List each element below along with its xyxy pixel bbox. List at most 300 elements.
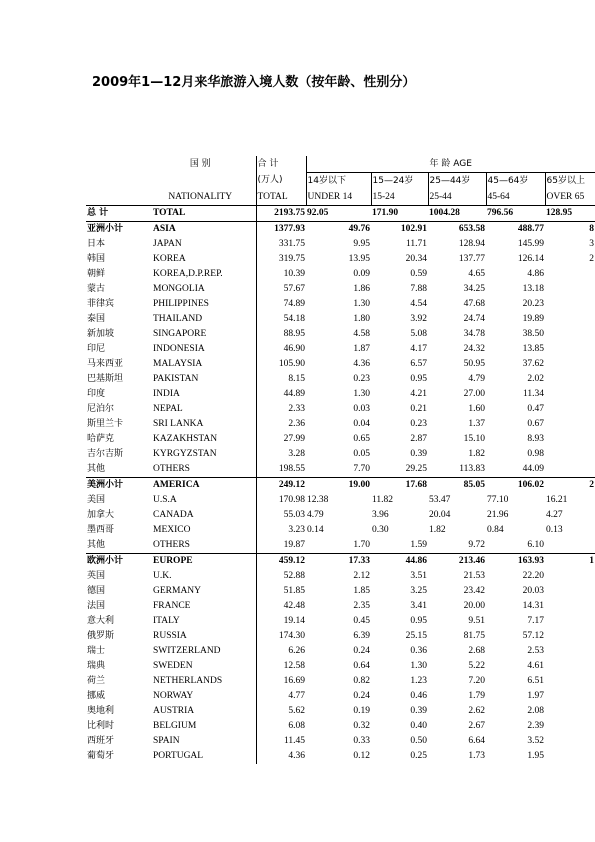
age-value-cell: 113.83 (459, 464, 485, 474)
age-value-cell: 19.00 (306, 478, 371, 494)
country-name-cn: 斯里兰卡 (87, 419, 124, 429)
total-cell: 459.12 (256, 554, 306, 570)
age-value-cell: 106.02 (486, 478, 545, 494)
age-value-cell: 0.24 (353, 691, 370, 701)
age-value-cell: 5.22 (468, 661, 485, 671)
country-name-en: THAILAND (153, 314, 203, 324)
age-value-cell (545, 372, 595, 387)
age-value-cell: 2.08 (527, 706, 544, 716)
age-value-cell: 4.79 (307, 510, 324, 520)
age-value-cell: 137.77 (458, 254, 485, 264)
age-group-en: OVER 65 (545, 189, 595, 206)
total-cell: 1377.93 (256, 222, 306, 238)
total-cell: 19.87 (256, 538, 306, 554)
table-row (86, 237, 595, 252)
age-value-cell: 17.68 (371, 478, 428, 494)
age-value-cell: 92.05 (306, 206, 371, 222)
table-row (86, 704, 595, 719)
age-value-cell: 4.79 (468, 374, 485, 384)
country-name-en: PORTUGAL (153, 751, 204, 761)
age-value-cell: 14.31 (522, 601, 544, 611)
age-value-cell (545, 644, 595, 659)
table-row (86, 252, 595, 267)
age-value-cell: 0.39 (410, 706, 427, 716)
age-value-cell: 1 (545, 554, 595, 570)
total-cell: 170.98 (256, 493, 306, 508)
table-row (86, 387, 595, 402)
age-value-cell: 7.17 (527, 616, 544, 626)
age-value-cell: 16.21 (546, 495, 568, 505)
age-value-cell: 1004.28 (428, 206, 486, 222)
age-group-en: 25-44 (428, 189, 486, 206)
age-value-cell: 3.41 (410, 601, 427, 611)
country-name-cn: 吉尔吉斯 (87, 449, 124, 459)
age-value-cell: 44.09 (522, 464, 544, 474)
total-cell: 11.45 (256, 734, 306, 749)
country-name-en: KYRGYZSTAN (153, 449, 217, 459)
table-row (86, 569, 595, 584)
country-name-cn: 美国 (87, 495, 106, 505)
country-name-cn: 葡萄牙 (87, 751, 115, 761)
country-name-en: ITALY (153, 616, 180, 626)
subtotal-row (86, 206, 595, 222)
total-cell: 4.77 (256, 689, 306, 704)
age-value-cell (545, 749, 595, 764)
age-value-cell: 0.64 (353, 661, 370, 671)
country-name-en: BELGIUM (153, 721, 197, 731)
country-name-cn: 比利时 (87, 721, 115, 731)
total-cell: 55.03 (256, 508, 306, 523)
age-value-cell (545, 402, 595, 417)
age-value-cell: 3.92 (410, 314, 427, 324)
age-value-cell: 0.21 (410, 404, 427, 414)
age-value-cell: 77.10 (487, 495, 509, 505)
age-value-cell: 1.30 (353, 299, 370, 309)
age-value-cell: 4.54 (410, 299, 427, 309)
age-value-cell (545, 599, 595, 614)
age-value-cell: 4.36 (353, 359, 370, 369)
country-name-cn: 亚洲小计 (86, 222, 152, 238)
age-value-cell: 12.38 (307, 495, 329, 505)
age-value-cell: 27.00 (463, 389, 485, 399)
age-value-cell: 0.47 (527, 404, 544, 414)
country-name-en: INDONESIA (153, 344, 205, 354)
country-name-en: AUSTRIA (153, 706, 195, 716)
country-name-cn: 挪威 (87, 691, 106, 701)
age-value-cell: 0.30 (372, 525, 389, 535)
age-value-cell (545, 342, 595, 357)
age-value-cell (545, 689, 595, 704)
age-value-cell: 0.09 (353, 269, 370, 279)
country-name-en: RUSSIA (153, 631, 187, 641)
country-name-en: INDIA (153, 389, 180, 399)
table-row (86, 644, 595, 659)
country-name-cn: 加拿大 (87, 510, 115, 520)
table-row (86, 327, 595, 342)
table-row (86, 282, 595, 297)
total-cell: 319.75 (256, 252, 306, 267)
total-cell: 88.95 (256, 327, 306, 342)
age-value-cell: 34.78 (463, 329, 485, 339)
total-cell: 331.75 (256, 237, 306, 252)
country-name-cn: 墨西哥 (87, 525, 115, 535)
age-value-cell: 34.25 (463, 284, 485, 294)
total-cell: 2.33 (256, 402, 306, 417)
age-value-cell: 145.99 (517, 239, 544, 249)
subtotal-row (86, 554, 595, 570)
age-value-cell (545, 282, 595, 297)
age-value-cell: 0.13 (546, 525, 563, 535)
statistics-table (86, 156, 595, 764)
country-name-cn: 瑞士 (87, 646, 106, 656)
age-value-cell: 38.50 (522, 329, 544, 339)
age-value-cell (545, 659, 595, 674)
age-value-cell: 0.40 (410, 721, 427, 731)
age-value-cell: 47.68 (463, 299, 485, 309)
total-cell: 27.99 (256, 432, 306, 447)
age-value-cell: 1.70 (353, 540, 370, 550)
age-group-cn: 14岁以下 (306, 173, 371, 190)
age-value-cell: 4.21 (410, 389, 427, 399)
country-name-cn: 其他 (87, 540, 106, 550)
age-value-cell: 20.34 (405, 254, 427, 264)
age-value-cell: 0.59 (410, 269, 427, 279)
age-value-cell: 57.12 (522, 631, 544, 641)
age-value-cell: 9.72 (468, 540, 485, 550)
country-name-en: KAZAKHSTAN (153, 434, 218, 444)
age-value-cell: 6.57 (410, 359, 427, 369)
age-value-cell (545, 267, 595, 282)
nationality-header: NATIONALITY (168, 191, 233, 202)
age-header: 年 龄 AGE (306, 156, 595, 173)
age-value-cell: 2 (545, 478, 595, 494)
country-name-en: SWEDEN (153, 661, 193, 671)
age-value-cell: 0.46 (410, 691, 427, 701)
age-value-cell: 44.86 (371, 554, 428, 570)
age-value-cell: 213.46 (428, 554, 486, 570)
age-value-cell (545, 538, 595, 554)
age-value-cell: 163.93 (486, 554, 545, 570)
age-value-cell: 4.27 (546, 510, 563, 520)
age-value-cell: 3.51 (410, 571, 427, 581)
total-cell: 52.88 (256, 569, 306, 584)
age-value-cell: 2.87 (410, 434, 427, 444)
age-value-cell: 2.62 (468, 706, 485, 716)
country-name-cn: 英国 (87, 571, 106, 581)
total-unit: (万人) (256, 173, 306, 190)
total-cell: 54.18 (256, 312, 306, 327)
total-cell: 12.58 (256, 659, 306, 674)
age-value-cell (545, 357, 595, 372)
total-cell: 6.26 (256, 644, 306, 659)
age-value-cell: 4.86 (527, 269, 544, 279)
country-name-en: U.S.A (153, 495, 177, 505)
country-name-en: NORWAY (153, 691, 194, 701)
country-name-cn: 奥地利 (87, 706, 115, 716)
total-cell: 3.28 (256, 447, 306, 462)
country-name-cn: 意大利 (87, 616, 115, 626)
table-row (86, 508, 595, 523)
age-value-cell: 128.94 (458, 239, 485, 249)
total-cell: 4.36 (256, 749, 306, 764)
country-name-cn: 韩国 (87, 254, 106, 264)
age-group-cn: 45—64岁 (486, 173, 545, 190)
total-cell: 249.12 (256, 478, 306, 494)
age-value-cell (545, 462, 595, 478)
age-value-cell: 0.25 (410, 751, 427, 761)
total-cell: 46.90 (256, 342, 306, 357)
country-name-cn: 马来西亚 (87, 359, 124, 369)
total-cell: 57.67 (256, 282, 306, 297)
age-value-cell: 102.91 (371, 222, 428, 238)
table-row (86, 719, 595, 734)
age-value-cell: 3 (589, 239, 594, 249)
table-row (86, 734, 595, 749)
age-value-cell: 2.53 (527, 646, 544, 656)
age-group-en: 45-64 (486, 189, 545, 206)
age-value-cell: 653.58 (428, 222, 486, 238)
age-value-cell (545, 387, 595, 402)
country-name-cn: 法国 (87, 601, 106, 611)
age-value-cell: 3.96 (372, 510, 389, 520)
age-value-cell: 2.67 (468, 721, 485, 731)
total-cell: 5.62 (256, 704, 306, 719)
age-value-cell: 0.84 (487, 525, 504, 535)
country-name-cn: 朝鲜 (87, 269, 106, 279)
country-name-en: MONGOLIA (153, 284, 205, 294)
age-value-cell: 21.96 (487, 510, 509, 520)
age-group-cn: 15—24岁 (371, 173, 428, 190)
header-row-3 (86, 189, 595, 206)
table-row (86, 342, 595, 357)
age-value-cell: 0.14 (307, 525, 324, 535)
age-value-cell: 0.05 (353, 449, 370, 459)
age-value-cell: 0.82 (353, 676, 370, 686)
table-row (86, 599, 595, 614)
total-cell: 8.15 (256, 372, 306, 387)
total-cell: 51.85 (256, 584, 306, 599)
table-row (86, 447, 595, 462)
age-value-cell: 11.71 (405, 239, 427, 249)
country-name-cn: 哈萨克 (87, 434, 115, 444)
age-group-cn: 25—44岁 (428, 173, 486, 190)
age-value-cell: 0.19 (353, 706, 370, 716)
age-value-cell: 17.33 (306, 554, 371, 570)
age-value-cell: 1.73 (468, 751, 485, 761)
country-name-en: JAPAN (153, 239, 182, 249)
country-name-cn: 荷兰 (87, 676, 106, 686)
country-name-cn: 欧洲小计 (86, 554, 152, 570)
age-value-cell: 2.02 (527, 374, 544, 384)
country-name-cn: 巴基斯坦 (87, 374, 124, 384)
age-value-cell: 5.08 (410, 329, 427, 339)
subtotal-row (86, 478, 595, 494)
age-value-cell: 6.10 (527, 540, 544, 550)
table-row (86, 312, 595, 327)
country-name-en: CANADA (153, 510, 194, 520)
country-name-en: ASIA (152, 222, 256, 238)
page-title: 2009年1—12月来华旅游入境人数（按年龄、性别分） (92, 75, 416, 90)
age-value-cell: 2.35 (353, 601, 370, 611)
country-name-cn: 日本 (87, 239, 106, 249)
age-value-cell: 0.23 (353, 374, 370, 384)
total-cell: 3.23 (256, 523, 306, 538)
country-name-en: AMERICA (152, 478, 256, 494)
country-name-cn: 印度 (87, 389, 106, 399)
age-value-cell (545, 297, 595, 312)
country-name-en: SINGAPORE (153, 329, 207, 339)
age-value-cell: 3.52 (527, 736, 544, 746)
table-row (86, 523, 595, 538)
table-row (86, 538, 595, 554)
age-value-cell: 11.34 (522, 389, 544, 399)
total-cell: 174.30 (256, 629, 306, 644)
age-value-cell: 13.18 (522, 284, 544, 294)
age-value-cell: 0.36 (410, 646, 427, 656)
age-value-cell: 20.03 (522, 586, 544, 596)
age-group-en: UNDER 14 (306, 189, 371, 206)
age-value-cell: 2.68 (468, 646, 485, 656)
age-value-cell: 0.23 (410, 419, 427, 429)
country-name-en: SRI LANKA (153, 419, 204, 429)
country-name-en: SWITZERLAND (153, 646, 221, 656)
country-name-en: GERMANY (153, 586, 202, 596)
total-cell: 105.90 (256, 357, 306, 372)
age-value-cell (545, 584, 595, 599)
age-value-cell: 24.74 (463, 314, 485, 324)
header-row-1 (86, 156, 595, 173)
total-cell: 74.89 (256, 297, 306, 312)
age-value-cell: 15.10 (463, 434, 485, 444)
total-header-en: TOTAL (256, 189, 306, 206)
age-value-cell: 9.51 (468, 616, 485, 626)
age-value-cell: 1.30 (353, 389, 370, 399)
table-row (86, 297, 595, 312)
age-value-cell: 1.97 (527, 691, 544, 701)
age-value-cell: 128.95 (545, 206, 595, 222)
table-row (86, 267, 595, 282)
age-value-cell: 6.51 (527, 676, 544, 686)
country-name-cn: 德国 (87, 586, 106, 596)
age-value-cell: 0.03 (353, 404, 370, 414)
age-value-cell: 11.82 (372, 495, 394, 505)
country-name-cn: 总 计 (86, 206, 152, 222)
age-value-cell: 8 (545, 222, 595, 238)
age-value-cell: 1.30 (410, 661, 427, 671)
age-value-cell: 1.37 (468, 419, 485, 429)
country-name-en: KOREA (153, 254, 186, 264)
age-value-cell: 13.85 (522, 344, 544, 354)
age-value-cell: 7.20 (468, 676, 485, 686)
age-value-cell: 0.95 (410, 616, 427, 626)
country-name-cn: 新加坡 (87, 329, 115, 339)
age-value-cell: 20.23 (522, 299, 544, 309)
country-name-cn: 蒙古 (87, 284, 106, 294)
country-name-en: MALAYSIA (153, 359, 203, 369)
age-value-cell: 1.95 (527, 751, 544, 761)
country-name-cn: 西班牙 (87, 736, 115, 746)
age-value-cell: 85.05 (428, 478, 486, 494)
age-value-cell: 126.14 (517, 254, 544, 264)
age-value-cell: 0.98 (527, 449, 544, 459)
total-header-cn: 合 计 (256, 156, 306, 173)
table-row (86, 689, 595, 704)
age-value-cell (545, 569, 595, 584)
age-value-cell: 2.12 (353, 571, 370, 581)
age-value-cell: 22.20 (522, 571, 544, 581)
table-row (86, 493, 595, 508)
total-cell: 19.14 (256, 614, 306, 629)
age-value-cell: 20.00 (463, 601, 485, 611)
age-value-cell (545, 447, 595, 462)
age-value-cell: 19.89 (522, 314, 544, 324)
age-value-cell (545, 432, 595, 447)
country-name-cn: 泰国 (87, 314, 106, 324)
age-value-cell: 81.75 (463, 631, 485, 641)
age-value-cell: 1.87 (353, 344, 370, 354)
age-value-cell: 4.17 (410, 344, 427, 354)
country-name-cn: 印尼 (87, 344, 106, 354)
country-name-en: OTHERS (153, 540, 190, 550)
country-name-en: MEXICO (153, 525, 191, 535)
age-value-cell: 0.04 (353, 419, 370, 429)
age-value-cell: 4.65 (468, 269, 485, 279)
age-value-cell (545, 719, 595, 734)
age-value-cell: 37.62 (522, 359, 544, 369)
age-value-cell: 2.39 (527, 721, 544, 731)
total-cell: 2.36 (256, 417, 306, 432)
age-value-cell (545, 614, 595, 629)
age-value-cell (545, 629, 595, 644)
age-value-cell: 1.86 (353, 284, 370, 294)
country-name-en: PHILIPPINES (153, 299, 209, 309)
age-value-cell: 4.58 (353, 329, 370, 339)
table-row (86, 584, 595, 599)
country-name-en: NEPAL (153, 404, 183, 414)
total-cell: 2193.75 (256, 206, 306, 222)
age-group-cn: 65岁以上 (545, 173, 595, 190)
age-value-cell (545, 734, 595, 749)
age-value-cell: 1.59 (410, 540, 427, 550)
age-value-cell: 50.95 (463, 359, 485, 369)
header-row-2 (86, 173, 595, 190)
country-name-en: SPAIN (153, 736, 180, 746)
age-value-cell: 9.95 (353, 239, 370, 249)
age-value-cell (545, 417, 595, 432)
age-value-cell: 796.56 (486, 206, 545, 222)
age-value-cell: 0.12 (353, 751, 370, 761)
age-value-cell: 29.25 (405, 464, 427, 474)
age-group-en: 15-24 (371, 189, 428, 206)
country-name-en: TOTAL (152, 206, 256, 222)
age-value-cell: 7.88 (410, 284, 427, 294)
country-name-cn: 瑞典 (87, 661, 106, 671)
table-row (86, 674, 595, 689)
table-row (86, 372, 595, 387)
table-row (86, 432, 595, 447)
age-value-cell: 171.90 (371, 206, 428, 222)
country-name-cn: 菲律宾 (87, 299, 115, 309)
age-value-cell: 0.39 (410, 449, 427, 459)
age-value-cell: 0.65 (353, 434, 370, 444)
age-value-cell: 20.04 (429, 510, 451, 520)
country-name-cn: 其他 (87, 464, 106, 474)
country-name-en: PAKISTAN (153, 374, 199, 384)
age-value-cell: 53.47 (429, 495, 451, 505)
total-cell: 10.39 (256, 267, 306, 282)
age-value-cell: 0.95 (410, 374, 427, 384)
age-value-cell: 25.15 (405, 631, 427, 641)
